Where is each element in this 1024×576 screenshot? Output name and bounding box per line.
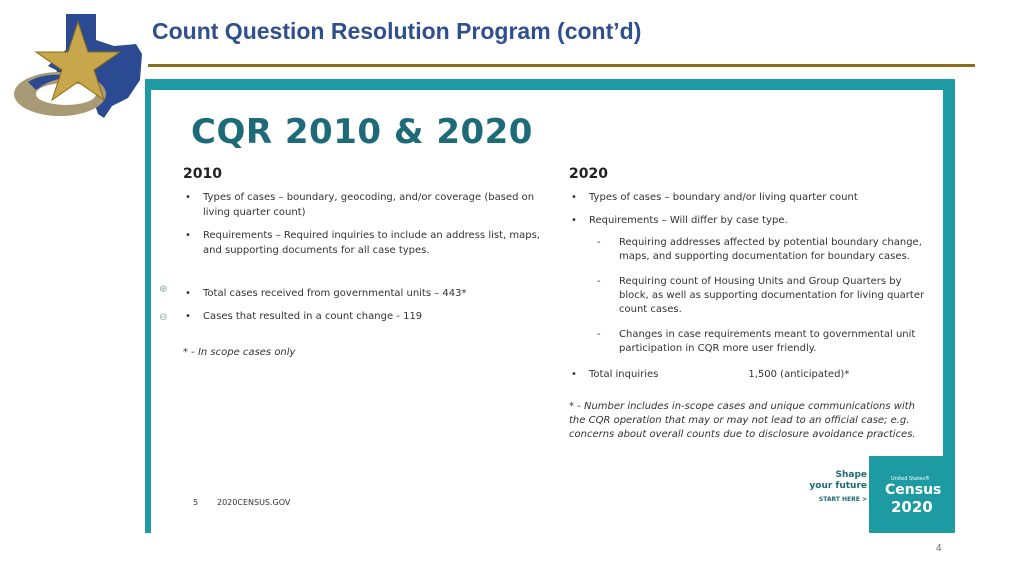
- dash-icon: -: [597, 237, 601, 248]
- list-item: • Types of cases – boundary, geocoding, and/or coverage (based on living quarter count): [185, 192, 535, 218]
- bullet-icon: •: [571, 192, 577, 203]
- list-item: • Requirements – Will differ by case type.: [571, 215, 788, 226]
- title-divider: [148, 64, 975, 67]
- zoom-in-icon[interactable]: ⊕: [159, 284, 168, 295]
- bullet-icon: •: [571, 369, 577, 380]
- bullet-icon: •: [185, 192, 191, 203]
- embedded-slide: [151, 90, 943, 533]
- sub-item: - Requiring addresses affected by potential boundary change, maps, and supporting documentation for boundary cases.: [597, 237, 922, 262]
- year-2010-heading: 2010: [183, 166, 222, 182]
- zoom-out-icon[interactable]: ⊖: [159, 312, 168, 323]
- cqr-heading: CQR 2010 & 2020: [191, 112, 533, 152]
- list-item: • Total cases received from governmental units – 443*: [185, 288, 467, 299]
- texas-star-logo: [8, 10, 146, 122]
- column-2020: [569, 166, 929, 442]
- total-label: Total inquiries: [589, 369, 659, 380]
- shape-your-future: Shape your future START HERE >: [791, 470, 867, 505]
- slide-footer-site: 2020CENSUS.GOV: [217, 498, 291, 507]
- column-2010: [183, 166, 543, 360]
- note-2020: * - Number includes in-scope cases and unique communications with the CQR operation that may or may not lead to an official case; e.g. concerns about overall counts due to disclosure avoidance practices.: [569, 401, 916, 440]
- slide-footer-number: 5: [193, 498, 199, 507]
- start-here-link[interactable]: START HERE >: [818, 496, 867, 503]
- list-item: • Types of cases – boundary and/or living quarter count: [571, 192, 858, 203]
- total-value: 1,500 (anticipated)*: [748, 369, 850, 380]
- year-2020-heading: 2020: [569, 166, 608, 182]
- sub-item: - Requiring count of Housing Units and Group Quarters by block, as well as supporting documentation for living quarter count cases.: [597, 276, 925, 315]
- list-item: • Requirements – Required inquiries to include an address list, maps, and supporting documents for all case types.: [185, 230, 540, 256]
- note-2010: * - In scope cases only: [183, 347, 296, 358]
- census-2020-logo: United States® Census 2020: [869, 456, 943, 533]
- slide-title: Count Question Resolution Program (cont’d): [152, 18, 642, 44]
- page-number: 4: [936, 543, 942, 554]
- sub-item: - Changes in case requirements meant to governmental unit participation in CQR more user friendly.: [597, 329, 916, 354]
- bullet-icon: •: [185, 230, 191, 241]
- total-inquiries: [569, 367, 929, 382]
- list-item: • Cases that resulted in a count change - 119: [185, 311, 423, 322]
- dash-icon: -: [597, 276, 601, 287]
- bullet-icon: •: [185, 311, 191, 322]
- bullet-icon: •: [185, 288, 191, 299]
- bullet-icon: •: [571, 215, 577, 226]
- dash-icon: -: [597, 329, 601, 340]
